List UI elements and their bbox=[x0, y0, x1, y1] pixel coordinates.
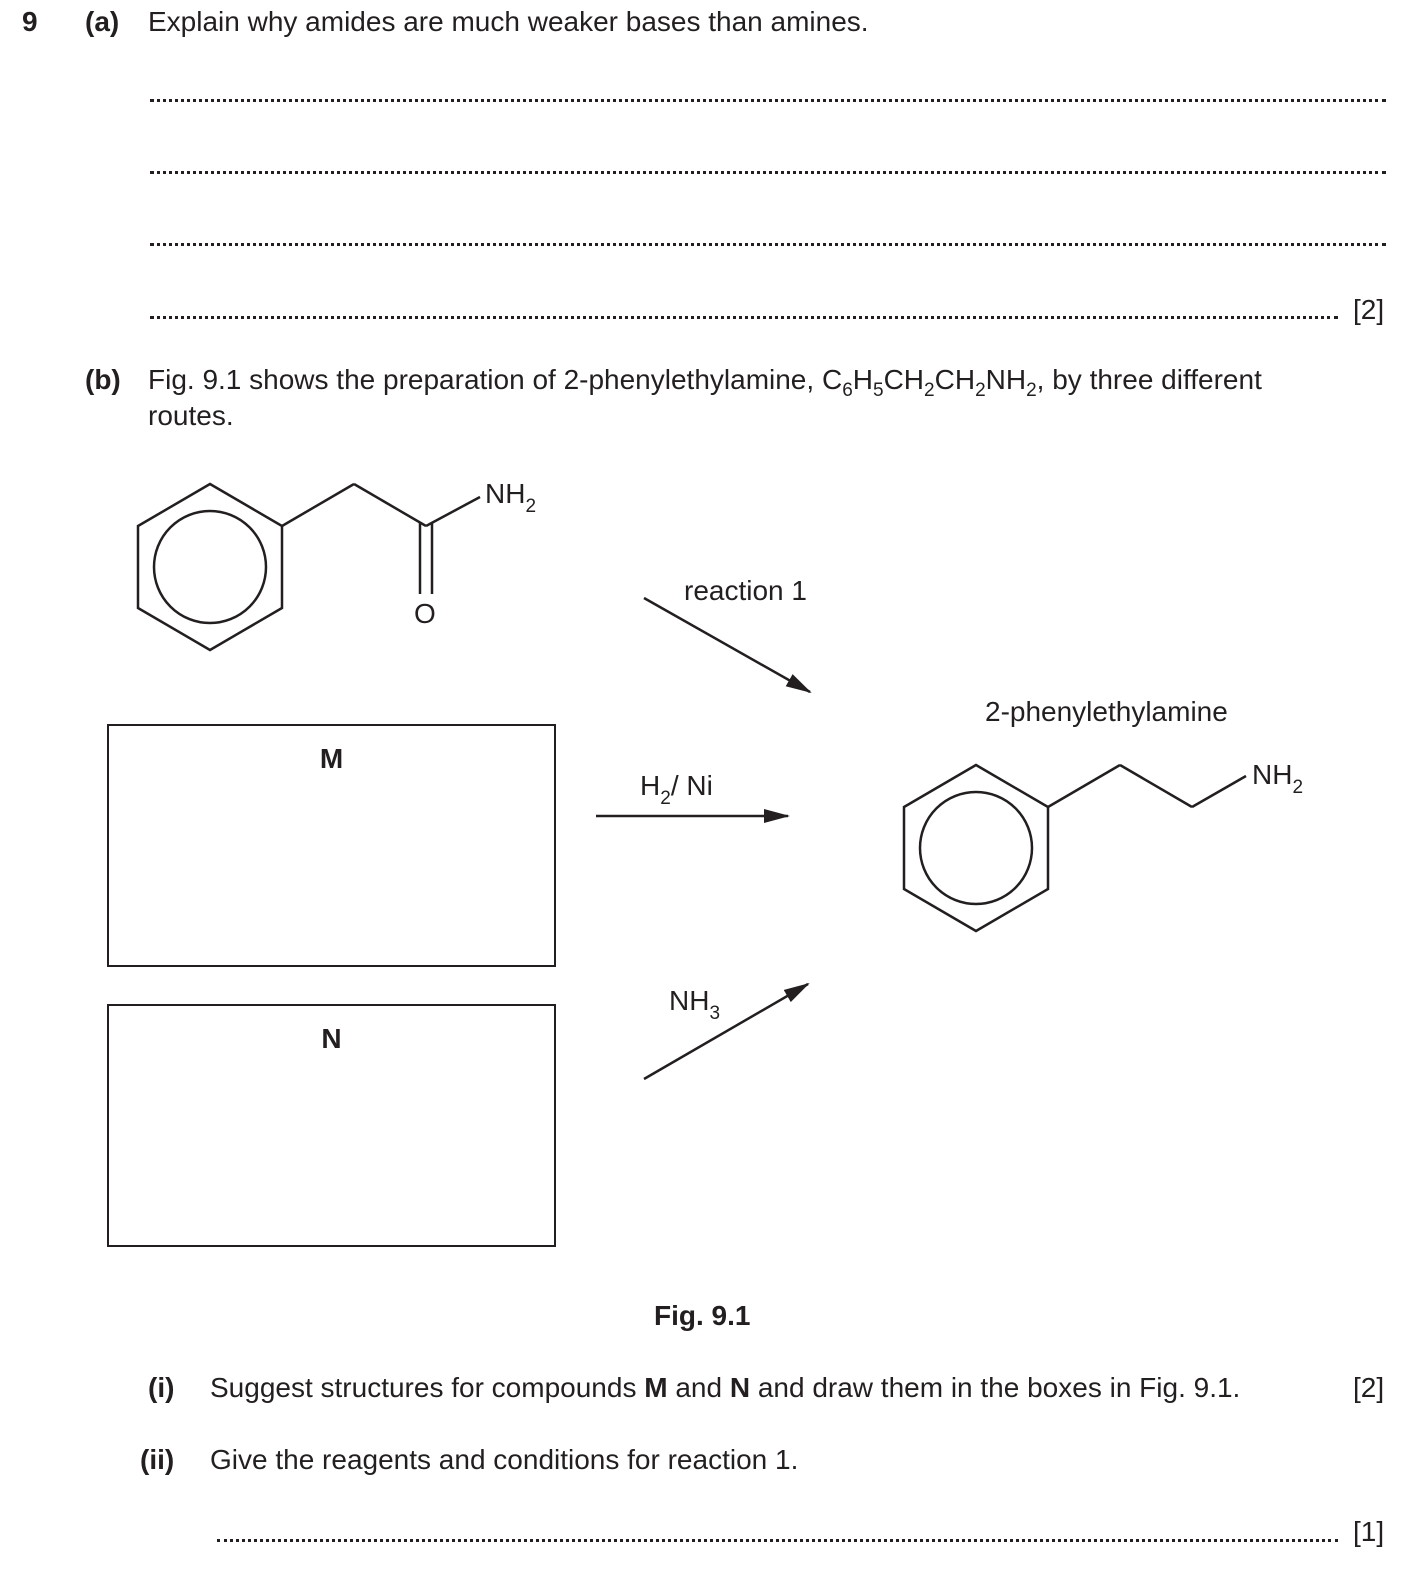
product-nh-text: NH bbox=[1252, 759, 1293, 790]
amide-nh2-label bbox=[485, 478, 536, 517]
h2-ni-label bbox=[640, 770, 713, 809]
part-i-bold-m: M bbox=[644, 1372, 668, 1403]
amide-nh-sub: 2 bbox=[525, 496, 537, 517]
part-ii-label: (ii) bbox=[140, 1444, 175, 1475]
amide-nh-text: NH bbox=[485, 478, 526, 509]
box-m-label: M bbox=[319, 743, 344, 774]
h2-sub: 2 bbox=[660, 788, 671, 809]
h2-ni-rest: / Ni bbox=[670, 770, 713, 801]
part-b-label: (b) bbox=[85, 364, 121, 395]
product-benzene-ring bbox=[904, 765, 1048, 931]
product-side-chain bbox=[1048, 765, 1246, 807]
amide-side-chain bbox=[282, 484, 480, 526]
formula-ch-1: CH bbox=[883, 364, 925, 395]
part-ii-marks: [1] bbox=[1353, 1516, 1385, 1547]
part-a-label: (a) bbox=[85, 6, 120, 37]
box-n-label: N bbox=[321, 1023, 342, 1054]
product-nh2-label bbox=[1252, 759, 1303, 798]
formula-sub-2b: 2 bbox=[975, 380, 986, 401]
part-i-bold-n: N bbox=[729, 1372, 751, 1403]
formula-c: C bbox=[821, 364, 843, 395]
part-i-label: (i) bbox=[148, 1372, 175, 1403]
formula-nh: NH bbox=[985, 364, 1027, 395]
formula-sub-2a: 2 bbox=[924, 380, 935, 401]
box-n[interactable] bbox=[107, 1004, 556, 1247]
reaction-1-arrow bbox=[644, 598, 810, 692]
box-m[interactable] bbox=[107, 724, 556, 967]
formula-ch-2: CH bbox=[934, 364, 976, 395]
part-i-marks: [2] bbox=[1353, 1372, 1385, 1403]
nh3-sub: 3 bbox=[709, 1003, 721, 1024]
part-a-question-text: Explain why amides are much weaker bases than amines. bbox=[148, 6, 869, 37]
answer-line-part-ii[interactable] bbox=[217, 1539, 1338, 1542]
amide-benzene-ring bbox=[138, 484, 282, 650]
nh3-label bbox=[669, 985, 720, 1024]
part-b-text-after: , by three different bbox=[1036, 364, 1262, 395]
formula-sub-5: 5 bbox=[873, 380, 884, 401]
part-b-intro-line2: routes. bbox=[148, 400, 234, 431]
product-nh-sub: 2 bbox=[1292, 777, 1304, 798]
part-i-text bbox=[210, 1371, 1240, 1405]
part-b-text-before: Fig. 9.1 shows the preparation of 2-phenylethylamine, bbox=[148, 364, 822, 395]
carbonyl-double-bond bbox=[420, 522, 432, 594]
question-number: 9 bbox=[22, 6, 38, 37]
figure-caption: Fig. 9.1 bbox=[654, 1300, 751, 1331]
part-ii-text: Give the reagents and conditions for reaction 1. bbox=[210, 1444, 799, 1475]
reaction-1-label: reaction 1 bbox=[684, 575, 807, 606]
part-i-text-3: and draw them in the boxes in Fig. 9.1. bbox=[750, 1372, 1241, 1403]
h2-h-text: H bbox=[640, 770, 661, 801]
formula-h: H bbox=[852, 364, 873, 395]
amide-oxygen-label: O bbox=[414, 598, 436, 629]
nh3-nh-text: NH bbox=[669, 985, 710, 1016]
part-i-text-1: Suggest structures for compounds bbox=[210, 1372, 645, 1403]
product-name: 2-phenylethylamine bbox=[985, 696, 1228, 727]
formula-sub-2c: 2 bbox=[1026, 380, 1037, 401]
formula-sub-6: 6 bbox=[842, 380, 853, 401]
part-i-text-2: and bbox=[667, 1372, 730, 1403]
part-a-marks: [2] bbox=[1353, 294, 1385, 325]
